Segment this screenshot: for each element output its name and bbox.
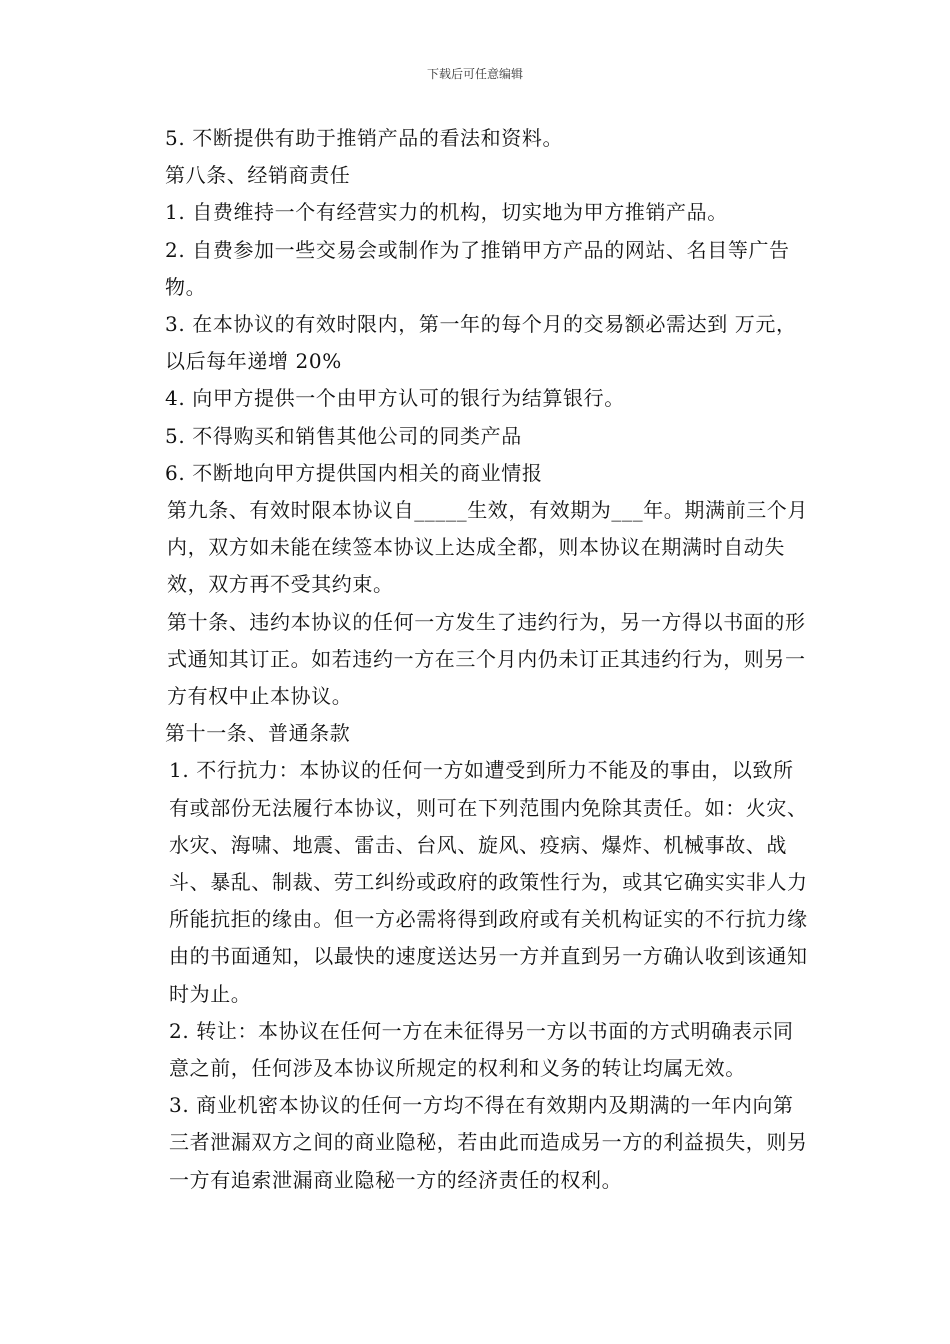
clause-item: 5. 不断提供有助于推销产品的看法和资料。	[165, 126, 564, 150]
article-heading: 第八条、经销商责任	[165, 163, 351, 188]
clause-item: 3. 在本协议的有效时限内，第一年的每个月的交易额必需达到 万元，以后每年递增 20%	[165, 312, 797, 374]
clause-item: 1. 自费维持一个有经营实力的机构，切实地为甲方推销产品。	[165, 200, 728, 225]
clause-item: 1. 不行抗力：本协议的任何一方如遭受到所力不能及的事由，以致所有或部份无法履行本协议，则可在下列范围内免除其责任。如：火灾、水灾、海啸、地震、雷击、台风、旋风、疫病、爆炸、机械事故、战斗、暴乱、制裁、劳工纠纷或政府的政策性行为，或其它确实实非人力所能抗拒的缘由。但一方必需将得到政府或有关机构证实的不行抗力缘由的书面通知，以最快的速度送达另一方并直到另一方确认收到该通知时为止。	[169, 758, 808, 1006]
document-body	[143, 120, 813, 1199]
clause-item: 6. 不断地向甲方提供国内相关的商业情报	[165, 460, 543, 485]
clause-item: 3. 商业机密本协议的任何一方均不得在有效期内及期满的一年内向第三者泄漏双方之间的商业隐秘，若由此而造成另一方的利益损失，则另一方有追索泄漏商业隐秘一方的经济责任的权利。	[169, 1093, 808, 1192]
article-paragraph: 第十条、违约本协议的任何一方发生了违约行为，另一方得以书面的形式通知其订正。如若违约一方在三个月内仍未订正其违约行为，则另一方有权中止本协议。	[167, 609, 806, 709]
page-header: 下载后可任意编辑	[426, 67, 523, 81]
article-paragraph: 第九条、有效时限本协议自_____生效，有效期为___年。期满前三个月内，双方如未能在续签本协议上达成全都，则本协议在期满时自动失效，双方再不受其约束。	[167, 498, 808, 597]
clause-item: 5. 不得购买和销售其他公司的同类产品	[165, 423, 522, 448]
clause-item: 2. 自费参加一些交易会或制作为了推销甲方产品的网站、名目等广告物。	[165, 237, 790, 299]
clause-item: 4. 向甲方提供一个由甲方认可的银行为结算银行。	[165, 386, 625, 411]
clause-item: 2. 转让：本协议在任何一方在未征得另一方以书面的方式明确表示同意之前，任何涉及本协议所规定的权利和义务的转让均属无效。	[169, 1018, 794, 1081]
article-heading: 第十一条、普通条款	[165, 721, 351, 746]
